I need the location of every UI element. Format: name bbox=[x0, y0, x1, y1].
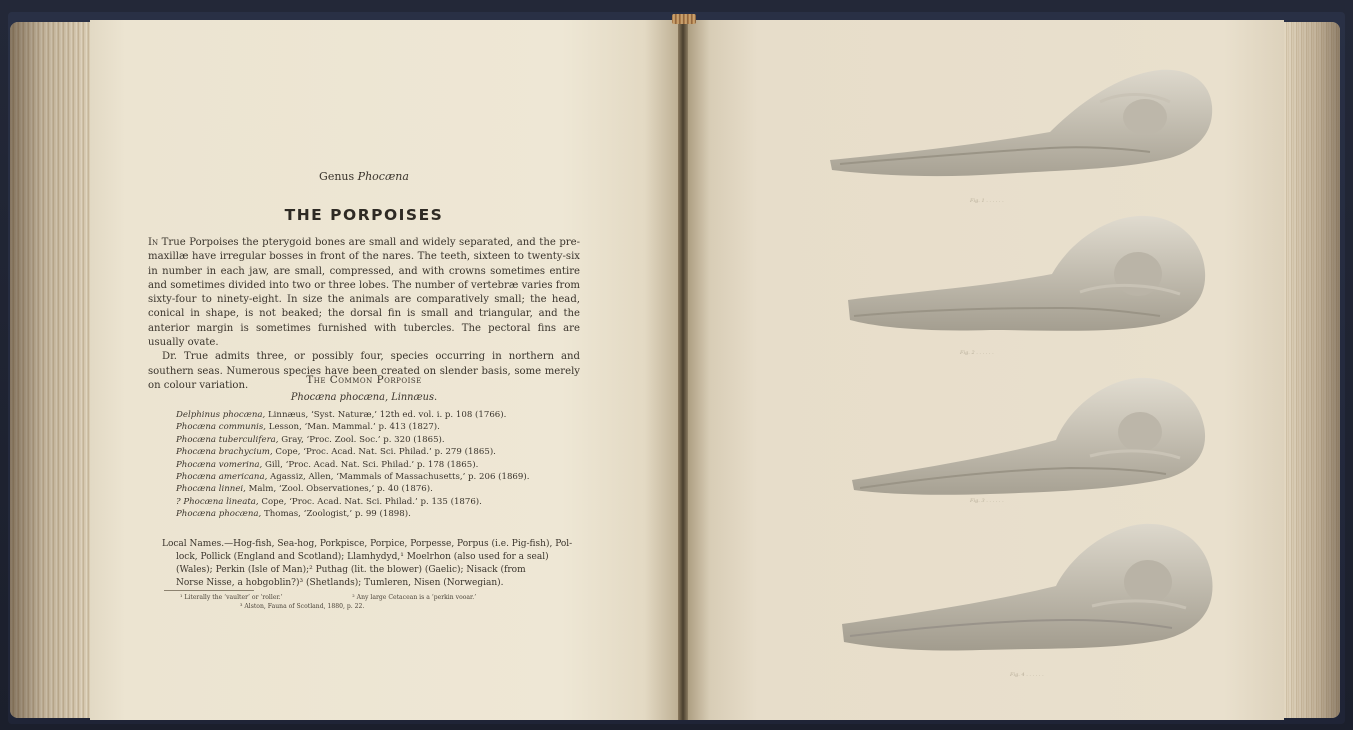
synonym-name: Delphinus phocæna, bbox=[176, 410, 266, 420]
local-names-line: Norse Nisse, a hobgoblin?)³ (Shetlands); Tumleren, Nisen (Norwegian). bbox=[176, 578, 504, 589]
left-edge-shadow bbox=[10, 22, 94, 718]
local-names-line: Local Names.—Hog-fish, Sea-hog, Porkpisce, Porpice, Porpesse, Porpus (i.e. Pig-fish), Pol- bbox=[162, 539, 573, 549]
species-binomial: Phocæna phocæna, Linnæus. bbox=[290, 392, 438, 403]
synonym-ref: Cope, ‘Proc. Acad. Nat. Sci. Philad.’ p. 279 (1865). bbox=[272, 447, 496, 458]
figure-caption-2: Fig. 2 . . . . . . bbox=[960, 350, 994, 356]
synonym-name: Phocæna americana, bbox=[176, 472, 268, 483]
synonym-entry bbox=[176, 409, 586, 421]
synonym-ref: Gill, ‘Proc. Acad. Nat. Sci. Philad.’ p. 178 (1865). bbox=[262, 459, 479, 470]
synonym-name: Phocæna brachycium, bbox=[176, 447, 273, 458]
synonym-name: Phocæna linnei, bbox=[176, 484, 246, 495]
figure-caption-3: Fig. 3 . . . . . . bbox=[970, 498, 1004, 504]
synonym-entry bbox=[176, 508, 586, 520]
skull-illustration-4 bbox=[820, 516, 1240, 666]
synonym-name: ? Phocæna lineata, bbox=[176, 496, 259, 507]
synonymy-list bbox=[176, 409, 586, 521]
skull-illustration-1 bbox=[820, 62, 1240, 192]
local-names-line: (Wales); Perkin (Isle of Man);² Puthag (lit. the blower) (Gaelic); Nisack (from bbox=[176, 565, 526, 576]
genus-label: Genus bbox=[319, 170, 355, 183]
synonym-name: Phocæna phocæna, bbox=[176, 509, 262, 520]
drop-word: In bbox=[148, 237, 159, 248]
right-edge-shadow bbox=[1282, 22, 1340, 718]
genus-name: Phocæna bbox=[357, 170, 409, 183]
synonym-ref: Linnæus, ‘Syst. Naturæ,’ 12th ed. vol. i. p. 108 (1766). bbox=[265, 410, 507, 420]
paragraph-1 bbox=[148, 236, 580, 350]
synonym-entry bbox=[176, 496, 586, 508]
footnote-rule bbox=[164, 590, 254, 591]
synonym-entry bbox=[176, 459, 586, 471]
footnote-line-1: ¹ Literally the ‘vaulter’ or ‘roller.’ ² Any large Cetacean is a ‘perkin vooar.’ bbox=[180, 594, 477, 601]
synonym-name: Phocæna communis, bbox=[176, 422, 267, 433]
synonym-ref: Gray, ‘Proc. Zool. Soc.’ p. 320 (1865). bbox=[278, 434, 445, 445]
footnote-line-2: ³ Alston, Fauna of Scotland, 1880, p. 22. bbox=[240, 603, 365, 610]
synonym-entry bbox=[176, 446, 586, 458]
synonym-ref: Cope, ‘Proc. Acad. Nat. Sci. Philad.’ p. 135 (1876). bbox=[258, 496, 482, 507]
genus-line bbox=[148, 170, 580, 183]
synonym-ref: Agassiz, Allen, ‘Mammals of Massachusetts,’ p. 206 (1869). bbox=[267, 472, 530, 483]
body-text bbox=[148, 236, 580, 393]
synonym-name: Phocæna vomerina, bbox=[176, 459, 263, 470]
synonym-entry bbox=[176, 421, 586, 433]
paragraph-2 bbox=[148, 350, 580, 393]
local-names bbox=[162, 538, 582, 590]
skull-plate bbox=[820, 50, 1240, 710]
page-title: THE PORPOISES bbox=[284, 206, 444, 224]
synonym-entry bbox=[176, 483, 586, 495]
skull-illustration-3 bbox=[820, 370, 1240, 510]
paragraph-2-text: Dr. True admits three, or possibly four, species occurring in northern and southern seas. Numerous species have been created on slender basis, some merely on colour variation. bbox=[148, 351, 580, 391]
synonym-ref: Lesson, ‘Man. Mammal.’ p. 413 (1827). bbox=[266, 422, 440, 433]
skull-illustration-2 bbox=[820, 212, 1240, 352]
synonym-entry bbox=[176, 471, 586, 483]
synonym-name: Phocæna tuberculifera, bbox=[176, 434, 279, 445]
local-names-line: lock, Pollick (England and Scotland); Llamhydyd,¹ Moelrhon (also used for a seal) bbox=[176, 552, 549, 563]
species-heading: The Common Porpoise bbox=[306, 374, 422, 386]
paragraph-1-text: True Porpoises the pterygoid bones are small and widely separated, and the pre-maxillæ have irregular bosses in front of the nares. The teeth, sixteen to twenty-six in number in each jaw, are small, compressed, and with crowns sometimes entire and sometimes divided into two or three lobes. The number of vertebræ varies from sixty-four to ninety-eight. In size the animals are comparatively small; the head, conical in shape, is not beaked; the dorsal fin is small and triangular, and the anterior margin is sometimes furnished with tubercles. The pectoral fins are usually ovate. bbox=[148, 237, 580, 349]
synonym-ref: Thomas, ‘Zoologist,’ p. 99 (1898). bbox=[261, 509, 411, 520]
spine-gutter bbox=[678, 20, 688, 720]
synonym-ref: Malm, ‘Zool. Observationes,’ p. 40 (1876). bbox=[245, 484, 433, 495]
synonym-entry bbox=[176, 434, 586, 446]
figure-caption-1: Fig. 1 . . . . . . bbox=[970, 198, 1004, 204]
headband bbox=[672, 14, 696, 24]
figure-caption-4: Fig. 4 . . . . . . bbox=[1010, 672, 1044, 678]
